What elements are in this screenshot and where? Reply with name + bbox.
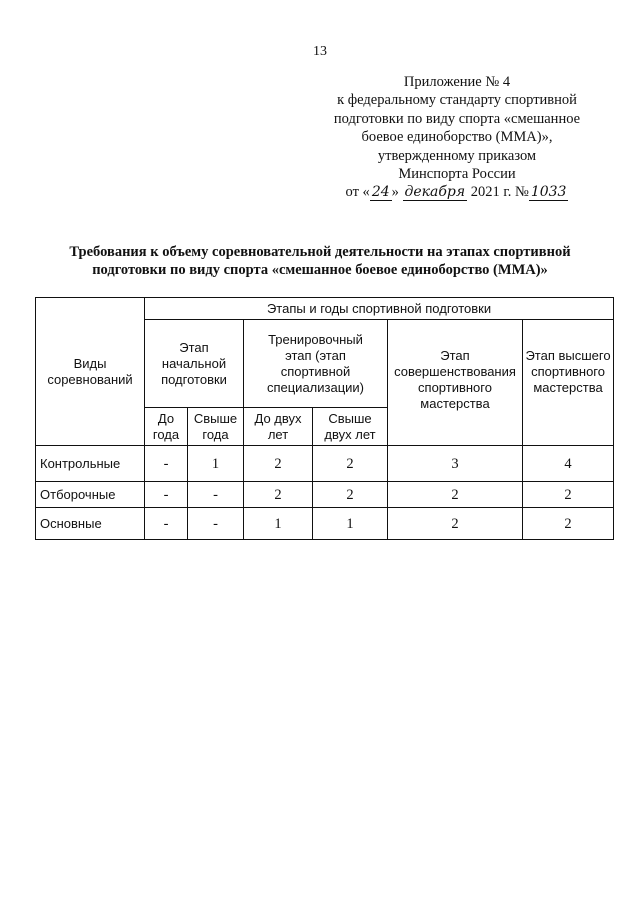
stage-higher: Этап высшего спортивного мастерства: [523, 320, 614, 446]
stage-initial: Этап начальной подготовки: [145, 320, 244, 408]
title-line: подготовки по виду спорта «смешанное боевое единоборство (ММА)»: [92, 261, 548, 278]
sub-up-to-year: До года: [145, 408, 188, 446]
table-cell: 2: [388, 482, 523, 508]
handwritten-day: 24: [371, 184, 390, 201]
table-cell: 2: [313, 482, 388, 508]
stage-improvement: Этап совершенствования спортивного мастерства: [388, 320, 523, 446]
table-row: [36, 508, 614, 540]
header-row: [36, 298, 614, 320]
table-row: [36, 482, 614, 508]
order-date-line: [307, 183, 607, 201]
table-cell: 2: [313, 446, 388, 482]
appendix-line: утвержденному приказом: [377, 147, 537, 164]
header-stages: Этапы и годы спортивной подготовки: [145, 298, 614, 320]
date-prefix: от «: [345, 184, 370, 201]
sub-over-year: Свыше года: [188, 408, 244, 446]
table-cell: 2: [523, 508, 614, 540]
table-cell: 2: [523, 482, 614, 508]
table-cell: 3: [388, 446, 523, 482]
table-cell: -: [188, 482, 244, 508]
stage-training: Тренировочный этап (этап спортивной специализации): [244, 320, 388, 408]
handwritten-order-number: 1033: [530, 184, 567, 201]
appendix-line: Минспорта России: [398, 166, 516, 183]
table-cell: 1: [313, 508, 388, 540]
table-cell: -: [145, 446, 188, 482]
table-cell: 2: [388, 508, 523, 540]
appendix-line: к федеральному стандарту спортивной: [337, 92, 577, 109]
table-cell: 1: [188, 446, 244, 482]
order-year: 2021 г. №: [470, 184, 529, 201]
table-cell: 4: [523, 446, 614, 482]
title-line: Требования к объему соревновательной деятельности на этапах спортивной: [69, 244, 571, 260]
quote-close: »: [391, 184, 399, 201]
page-number: 13: [313, 44, 327, 59]
table-cell: -: [145, 508, 188, 540]
table-cell: 1: [244, 508, 313, 540]
header-kinds: Виды соревнований: [36, 298, 145, 446]
handwritten-month: декабря: [404, 184, 466, 201]
document-title: [40, 244, 600, 279]
requirements-table: [35, 297, 614, 540]
table-cell: 2: [244, 482, 313, 508]
appendix-title: Приложение № 4: [403, 74, 511, 90]
row-label: Основные: [36, 508, 145, 540]
row-label: Отборочные: [36, 482, 145, 508]
sub-over-two-years: Свыше двух лет: [313, 408, 388, 446]
row-label: Контрольные: [36, 446, 145, 482]
table-row: [36, 446, 614, 482]
appendix-line: боевое единоборство (ММА)»,: [361, 129, 553, 146]
appendix-block: [307, 73, 607, 202]
table-cell: 2: [244, 446, 313, 482]
table-cell: -: [188, 508, 244, 540]
sub-up-to-two-years: До двух лет: [244, 408, 313, 446]
table-cell: -: [145, 482, 188, 508]
appendix-line: подготовки по виду спорта «смешанное: [333, 110, 581, 127]
